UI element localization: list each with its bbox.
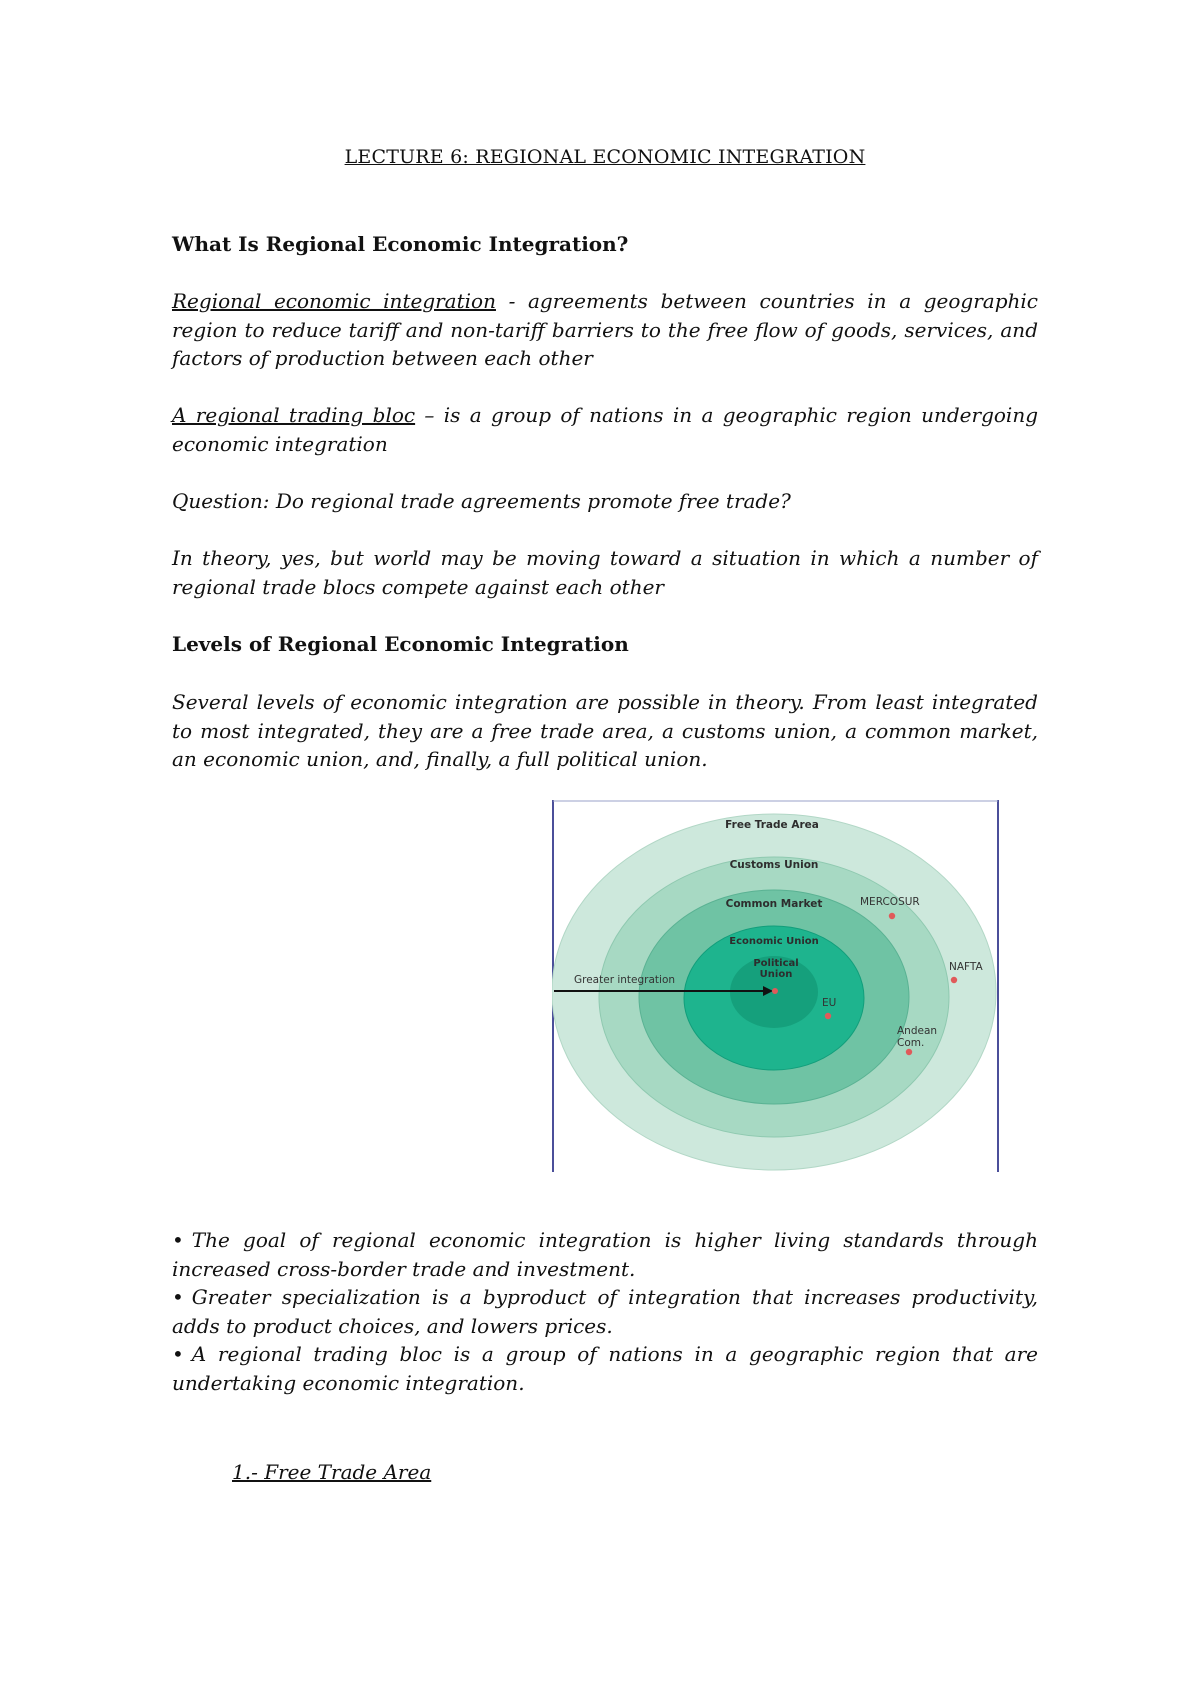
definition-regional-trading-bloc [172, 401, 1038, 458]
label-customs-union: Customs Union [729, 859, 819, 871]
list-item [172, 1226, 1038, 1283]
section-heading-levels: Levels of Regional Economic Integration [172, 632, 629, 656]
label-free-trade-area: Free Trade Area [725, 819, 819, 831]
political-union-dot [772, 988, 778, 994]
question-text: Question: Do regional trade agreements promote free trade? [172, 489, 791, 513]
list-item [172, 1283, 1038, 1340]
label-greater-integration: Greater integration [574, 974, 676, 986]
bullet-text: The goal of regional economic integration is higher living standards through increased cross-border trade and investment. [172, 1228, 1038, 1281]
label-political-union-line2: Union [759, 969, 793, 980]
subsection-heading-free-trade-area: 1.- Free Trade Area [232, 1460, 432, 1484]
definition-regional-economic-integration [172, 287, 1038, 373]
definition-term: A regional trading bloc [172, 403, 416, 427]
bullet-icon: • [172, 1285, 184, 1309]
definition-text: – is a group of nations in a geographic region undergoing economic integration [172, 403, 1038, 456]
eu-dot [825, 1013, 831, 1019]
nafta-dot [951, 977, 957, 983]
label-common-market: Common Market [725, 898, 823, 910]
page-title: LECTURE 6: REGIONAL ECONOMIC INTEGRATION [344, 146, 866, 168]
bullet-list [172, 1226, 1038, 1397]
label-mercosur: MERCOSUR [860, 896, 920, 908]
definition-text: - agreements between countries in a geographic region to reduce tariff and non-tariff barriers to the free flow of goods, services, and factors of production between each other [172, 289, 1038, 370]
label-political-union-line1: Political [753, 958, 799, 969]
label-eu: EU [822, 997, 837, 1009]
section-heading-what-is: What Is Regional Economic Integration? [172, 232, 629, 256]
label-andean-line1: Andean [897, 1025, 938, 1037]
bullet-icon: • [172, 1342, 184, 1366]
bullet-text: A regional trading bloc is a group of nations in a geographic region that are undertaking economic integration. [172, 1342, 1038, 1395]
integration-levels-diagram [552, 800, 1000, 1172]
label-nafta: NAFTA [949, 961, 983, 973]
label-andean-line2: Com. [897, 1037, 925, 1049]
bullet-icon: • [172, 1228, 184, 1252]
label-economic-union: Economic Union [729, 936, 819, 947]
list-item [172, 1340, 1038, 1397]
andean-dot [906, 1049, 912, 1055]
mercosur-dot [889, 913, 895, 919]
answer-text: In theory, yes, but world may be moving toward a situation in which a number of regional trade blocs compete against each other [172, 546, 1038, 599]
definition-term: Regional economic integration [172, 289, 496, 313]
levels-intro-paragraph: Several levels of economic integration are possible in theory. From least integrated to most integrated, they are a free trade area, a customs union, a common market, an economic union, and, finally, a full political union. [172, 690, 1038, 771]
bullet-text: Greater specialization is a byproduct of integration that increases productivity, adds to product choices, and lowers prices. [172, 1285, 1038, 1338]
